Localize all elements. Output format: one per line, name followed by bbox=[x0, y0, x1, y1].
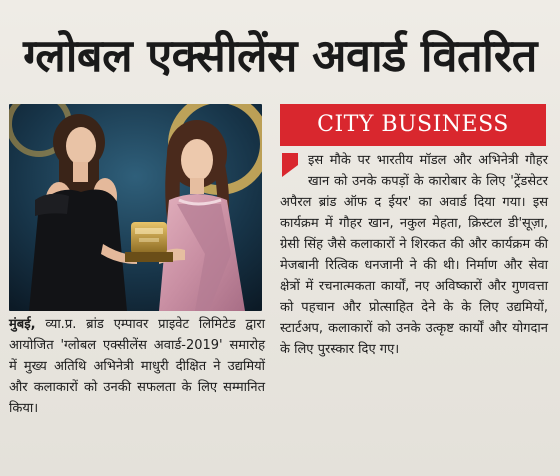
award-photo bbox=[9, 104, 262, 311]
caption-text: व्या.प्र. ब्रांड एम्पावर प्राइवेट लिमिटेड द्वारा आयोजित 'ग्लोबल एक्सीलेंस अवार्ड-2019' समारोह में मुख्य अतिथि अभिनेत्री माधुरी दीक्षित ने उद्यमियों और कलाकारों को उनकी सफलता के लिए सम्मानित किया। bbox=[9, 317, 265, 416]
section-label: CITY BUSINESS bbox=[280, 104, 546, 146]
photo-caption bbox=[9, 314, 265, 419]
article-body-text: इस मौके पर भारतीय मॉडल और अभिनेत्री गौहर खान को उनके कपड़ों के कारोबार के लिए 'ट्रेंडसेटर अपैरल ब्रांड ऑफ द ईयर' का अवार्ड दिया गया। इस कार्यक्रम में गौहर खान, नकुल मेहता, क्रिस्टल डी'सूज़ा, ग्रेसी सिंह जैसे कलाकारों ने शिरकत की और कार्यक्रम की मेजबानी रित्विक धनजानी ने की थी। निर्माण और सेवा क्षेत्रों में रचनात्मकता कार्यों, नए अविष्कारों और गुणवत्ता को पहचान और प्रोत्साहित देने के के लिए उद्यमियों, स्टार्टअप, कलाकारों को उनके उत्कृष्ट कार्यों और योगदान के लिए पुरस्कार दिए गए। bbox=[280, 153, 548, 357]
article-body bbox=[280, 150, 548, 360]
headline: ग्लोबल एक्सीलेंस अवार्ड वितरित bbox=[23, 29, 537, 82]
drop-marker-icon bbox=[282, 153, 298, 177]
caption-location: मुंबई, bbox=[9, 317, 36, 332]
award-photo-image bbox=[9, 104, 262, 311]
bleed-through-text bbox=[0, 0, 560, 24]
